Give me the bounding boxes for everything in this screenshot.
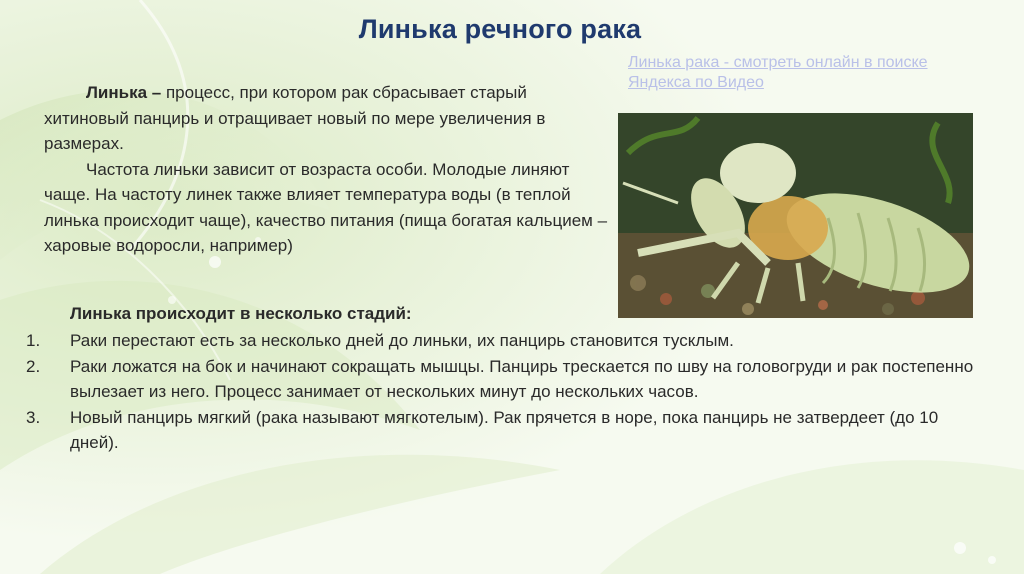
stages-heading: Линька происходит в несколько стадий: (70, 304, 412, 323)
intro-text (44, 80, 610, 259)
definition-text: процесс, при котором рак сбрасывает старый хитиновый панцирь и отращивает новый по мере увеличения в размерах. (44, 83, 546, 153)
stage-text: Раки ложатся на бок и начинают сокращать мышцы. Панцирь трескается по шву на головогруди и рак постепенно вылезает из него. Процесс занимает от нескольких минут до нескольких часов. (70, 356, 974, 401)
stage-text: Новый панцирь мягкий (рака называют мягкотелым). Рак прячется в норе, пока панцирь не затвердеет (до 10 дней). (70, 407, 939, 452)
stages-list (26, 328, 986, 456)
slide-title: Линька речного рака (358, 14, 642, 44)
stage-number: 3. (26, 407, 41, 427)
yandex-video-link[interactable]: Линька рака - смотреть онлайн в поиске Яндекса по Видео (628, 54, 928, 91)
stage-item-3 (26, 405, 986, 456)
stage-text: Раки перестают есть за несколько дней до линьки, их панцирь становится тусклым. (70, 331, 734, 350)
stage-number: 2. (26, 356, 41, 376)
stage-item-2 (26, 354, 986, 405)
stage-number: 1. (26, 331, 41, 350)
intro-paragraph-definition (44, 80, 610, 157)
crayfish-molting-photo (618, 113, 973, 318)
stage-item-1 (26, 328, 986, 354)
term-molting: Линька – (86, 83, 162, 102)
intro-paragraph-frequency: Частота линьки зависит от возраста особи. Молодые линяют чаще. На частоту линек также влияет температура воды (в теплой линька происходит чаще), качество питания (пища богатая кальцием – харовые водоросли, например) (44, 159, 608, 255)
